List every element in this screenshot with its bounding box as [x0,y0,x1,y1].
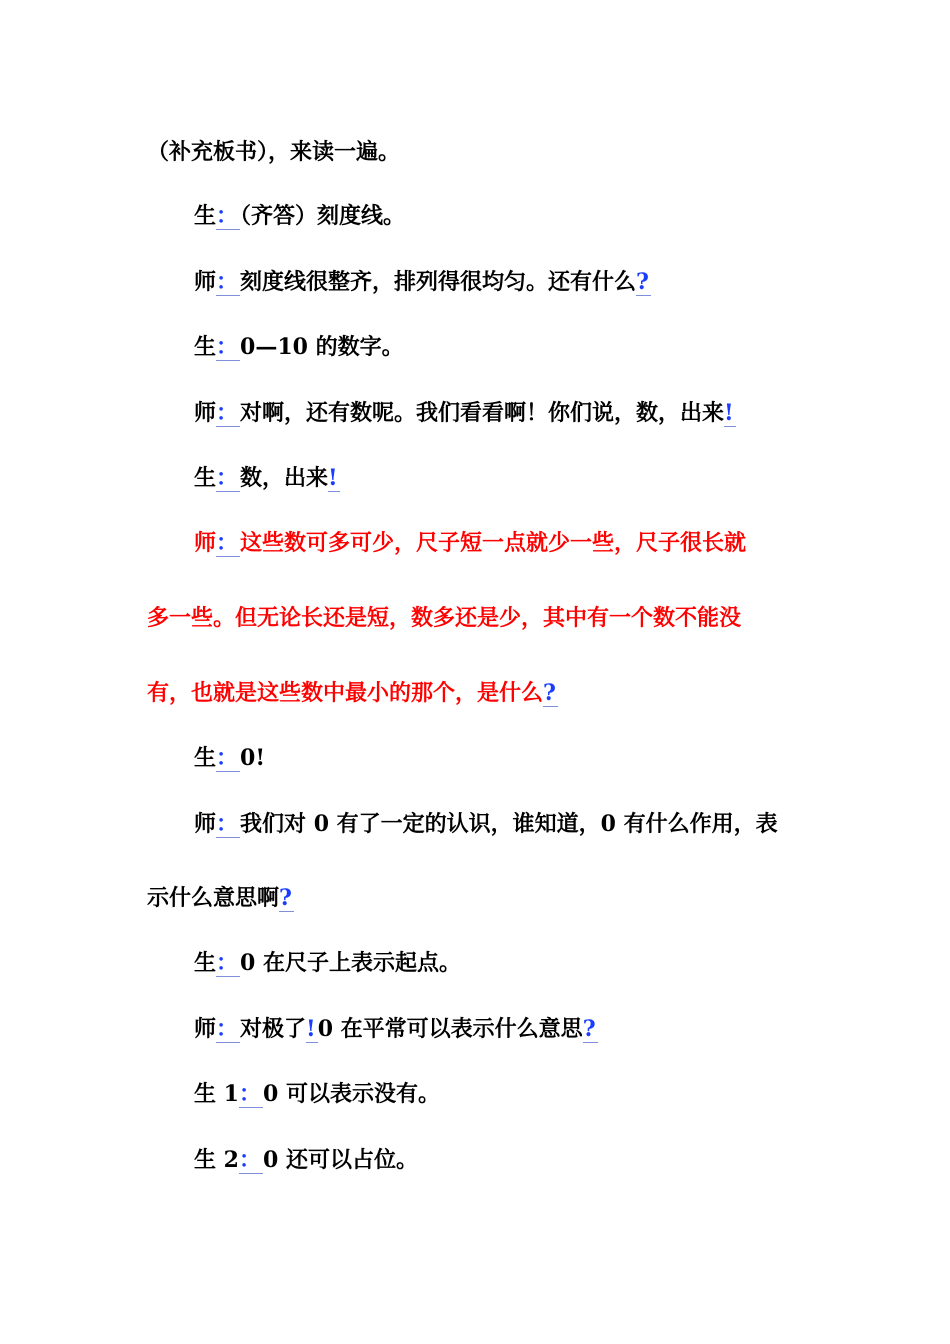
line-text: 0 可以表示没有。 [262,1081,440,1107]
line-text: 对极了 [240,1016,307,1042]
dialogue-line [194,463,340,493]
question-mark: ? [636,269,649,295]
line-text: 有，也就是这些数中最小的那个，是什么 [147,680,544,706]
highlighted-text-line [147,678,558,708]
speaker-label: 师 [194,811,217,837]
colon-mark: ： [216,745,239,771]
dialogue-line [194,267,651,297]
colon-mark: ： [216,269,239,295]
highlighted-dialogue-line [194,528,746,558]
speaker-label: 生 2 [194,1147,239,1173]
colon-mark: ： [216,811,239,837]
line-text: 0! [240,745,265,771]
dialogue-line [194,948,461,978]
colon-mark: ： [238,1147,261,1173]
colon-mark: ： [216,400,239,426]
speaker-label: 生 [194,745,217,771]
speaker-label: 生 1 [194,1081,239,1107]
dialogue-line [194,1145,418,1175]
speaker-label: 生 [194,334,217,360]
line-text: 这些数可多可少，尺子短一点就少一些，尺子很长就 [240,530,747,556]
colon-mark: ： [216,530,239,556]
dialogue-line [194,743,265,773]
dialogue-line [194,1014,598,1044]
question-mark: ? [279,885,292,911]
line-text: （齐答）刻度线。 [240,203,406,229]
dialogue-line [194,398,736,428]
speaker-label: 生 [194,203,217,229]
question-mark: ? [582,1016,596,1042]
highlighted-text-line [147,603,741,633]
line-text: 数，出来 [240,465,329,491]
colon-mark: ： [216,203,239,229]
text-line [147,883,294,913]
exclaim-mark: ! [724,400,734,426]
line-text: 多一些。但无论长还是短，数多还是少，其中有一个数不能没 [147,605,742,631]
colon-mark: ： [216,465,239,491]
colon-mark: ： [238,1081,261,1107]
exclaim-mark: ! [306,1016,316,1042]
exclaim-mark: ! [328,465,338,491]
line-text: 我们对 0 有了一定的认识，谁知道，0 有什么作用，表 [240,811,778,837]
colon-mark: ： [216,1016,239,1042]
dialogue-line [194,809,778,839]
line-text: 对啊，还有数呢。我们看看啊！你们说，数，出来 [240,400,725,426]
dialogue-line [194,1079,440,1109]
speaker-label: 生 [194,465,217,491]
line-text: 0 还可以占位。 [262,1147,418,1173]
line-text: 示什么意思啊 [147,885,280,911]
colon-mark: ： [216,334,239,360]
dialogue-line [194,201,405,231]
line-text: 刻度线很整齐，排列得很均匀。还有什么 [240,269,637,295]
line-text-continued: 0 在平常可以表示什么意思 [317,1016,583,1042]
speaker-label: 师 [194,400,217,426]
dialogue-line [194,332,404,362]
speaker-label: 师 [194,1016,217,1042]
question-mark: ? [543,680,556,706]
speaker-label: 生 [194,950,217,976]
line-text: 0 在尺子上表示起点。 [240,950,461,976]
text-line [147,137,400,167]
speaker-label: 师 [194,530,217,556]
speaker-label: 师 [194,269,217,295]
line-text: （补充板书），来读一遍。 [147,139,401,165]
colon-mark: ： [216,950,239,976]
line-text: 0—10 的数字。 [240,334,404,360]
